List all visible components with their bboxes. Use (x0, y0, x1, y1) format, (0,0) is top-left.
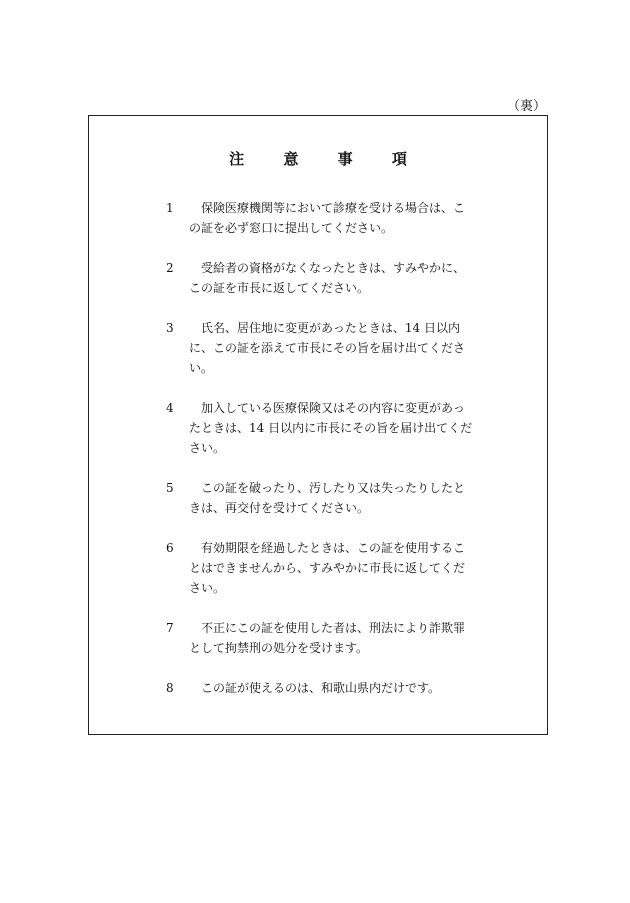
item-text: この証が使えるのは、和歌山県内だけです。 (201, 681, 441, 695)
item-text: 保険医療機関等において診療を受ける場合は、この証を必ず窓口に提出してください。 (189, 201, 466, 235)
item-text: 不正にこの証を使用した者は、刑法により詐欺罪として拘禁刑の処分を受けます。 (189, 621, 466, 655)
item-number: 5 (166, 481, 174, 495)
item-number: 4 (166, 401, 174, 415)
item-number: 7 (166, 621, 174, 635)
side-label: （裏） (506, 99, 546, 114)
item-text: 氏名、居住地に変更があったときは、14 日以内に、この証を添えて市長にその旨を届け出てください。 (189, 321, 466, 375)
item-number: 8 (166, 681, 174, 695)
item-number: 2 (166, 261, 174, 275)
item-text: 加入している医療保険又はその内容に変更があったときは、14 日以内に市長にその旨を届け出てください。 (189, 401, 473, 455)
item-text: 有効期限を経過したときは、この証を使用することはできませんから、すみやかに市長に返してください。 (189, 541, 466, 595)
notice-list (89, 116, 547, 734)
item-number: 3 (166, 321, 174, 335)
item-number: 6 (166, 541, 174, 555)
item-text: 受給者の資格がなくなったときは、すみやかに、この証を市長に返してください。 (189, 261, 466, 295)
item-number: 1 (166, 201, 174, 215)
notice-title: 注 意 事 項 (229, 150, 424, 168)
notice-box (88, 115, 548, 735)
item-text: この証を破ったり、汚したり又は失ったりしたときは、再交付を受けてください。 (189, 481, 466, 515)
